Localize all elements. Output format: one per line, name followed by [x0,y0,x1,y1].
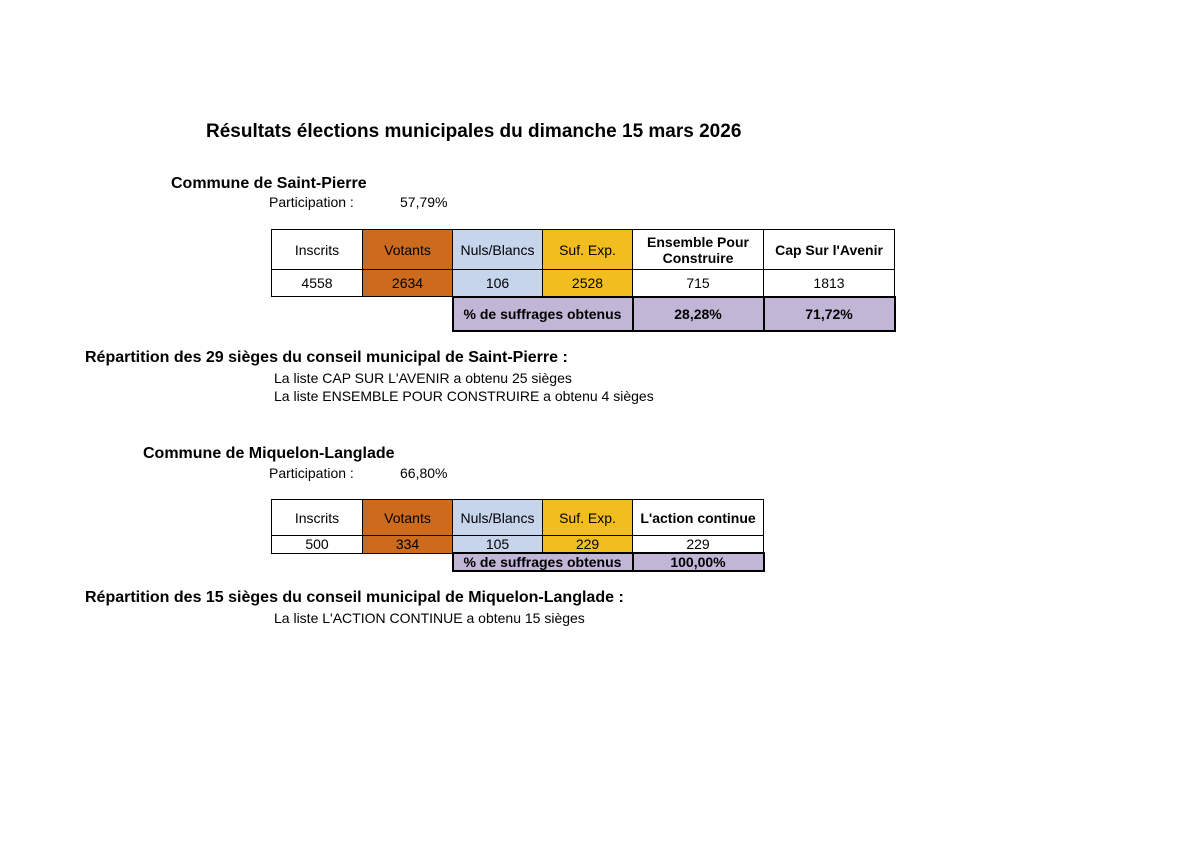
header-nuls-blancs: Nuls/Blancs [453,500,543,536]
commune-miquelon-langlade-title: Commune de Miquelon-Langlade [143,445,395,462]
saint-pierre-results-table [271,229,896,332]
percent-ensemble-pour-construire: 28,28% [633,297,764,331]
repartition-saint-pierre-title: Répartition des 29 sièges du conseil municipal de Saint-Pierre : [85,349,568,366]
repartition-miquelon-line-1: La liste L'ACTION CONTINUE a obtenu 15 sièges [274,610,585,626]
participation-value: 66,80% [400,465,448,481]
miquelon-results-table [271,499,765,572]
value-votants: 2634 [363,270,453,297]
commune-saint-pierre-title: Commune de Saint-Pierre [171,175,367,192]
participation-label: Participation : [269,194,354,210]
header-cap-sur-l-avenir: Cap Sur l'Avenir [764,230,895,270]
repartition-saint-pierre-line-1: La liste CAP SUR L'AVENIR a obtenu 25 sièges [274,370,572,386]
values-row [272,270,895,297]
header-ensemble-pour-construire: Ensemble Pour Construire [633,230,764,270]
empty-cell [272,553,453,571]
repartition-saint-pierre-line-2: La liste ENSEMBLE POUR CONSTRUIRE a obtenu 4 sièges [274,388,654,404]
percent-row [272,553,764,571]
value-inscrits: 4558 [272,270,363,297]
value-nuls-blancs: 106 [453,270,543,297]
header-inscrits: Inscrits [272,230,363,270]
percent-row [272,297,895,331]
empty-cell [272,297,453,331]
value-ensemble-pour-construire: 715 [633,270,764,297]
header-row [272,500,764,536]
header-l-action-continue: L'action continue [633,500,764,536]
values-row [272,536,764,554]
header-nuls-blancs: Nuls/Blancs [453,230,543,270]
value-votants: 334 [363,536,453,554]
page-title: Résultats élections municipales du dimanche 15 mars 2026 [206,121,742,142]
value-suf-exp: 229 [543,536,633,554]
value-l-action-continue: 229 [633,536,764,554]
value-suf-exp: 2528 [543,270,633,297]
header-inscrits: Inscrits [272,500,363,536]
percent-label: % de suffrages obtenus [453,553,633,571]
header-votants: Votants [363,230,453,270]
percent-label: % de suffrages obtenus [453,297,633,331]
header-suf-exp: Suf. Exp. [543,230,633,270]
participation-value: 57,79% [400,194,448,210]
repartition-miquelon-title: Répartition des 15 sièges du conseil municipal de Miquelon-Langlade : [85,589,624,606]
percent-l-action-continue: 100,00% [633,553,764,571]
value-cap-sur-l-avenir: 1813 [764,270,895,297]
header-votants: Votants [363,500,453,536]
header-row [272,230,895,270]
value-inscrits: 500 [272,536,363,554]
participation-label: Participation : [269,465,354,481]
percent-cap-sur-l-avenir: 71,72% [764,297,895,331]
header-suf-exp: Suf. Exp. [543,500,633,536]
value-nuls-blancs: 105 [453,536,543,554]
